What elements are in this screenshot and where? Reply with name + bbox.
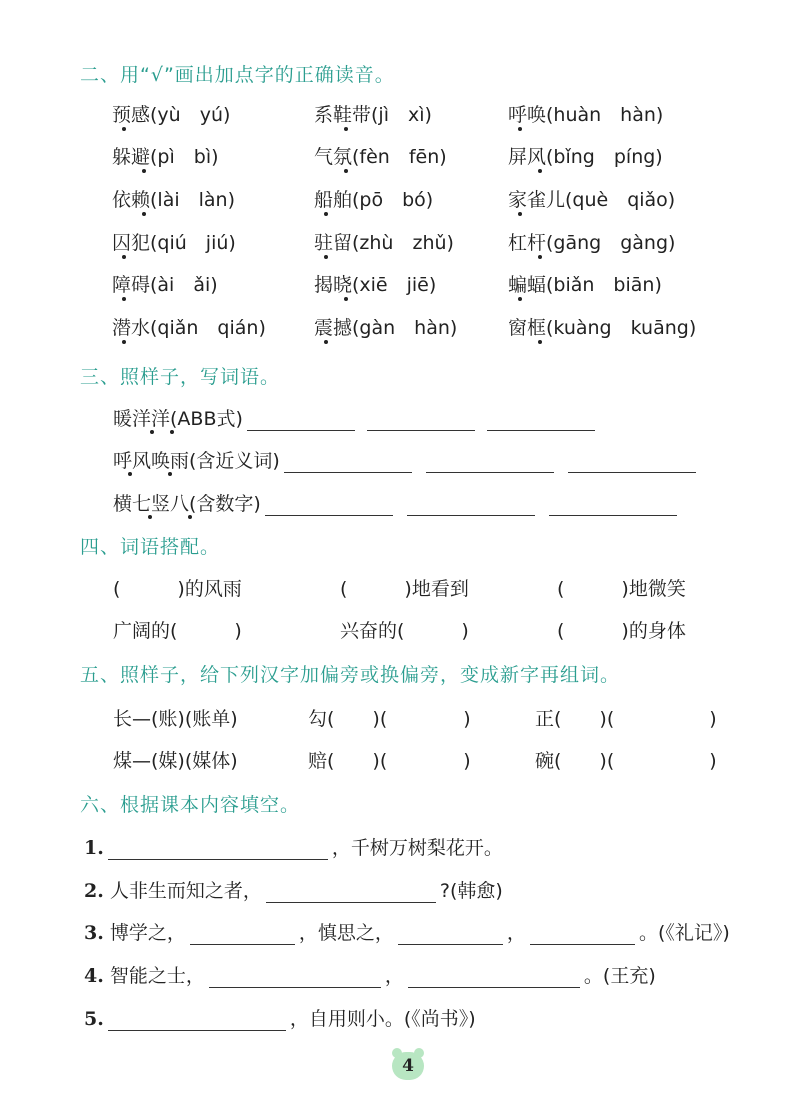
emphasis-dot (168, 472, 172, 476)
emphasis-dot (324, 255, 328, 259)
s5-cell: 碗( )( ) (535, 750, 717, 772)
answer-blank[interactable] (190, 926, 295, 945)
answer-blank[interactable] (487, 412, 595, 431)
s4-cell: ( )地微笑 (557, 578, 686, 600)
s3-label-1: 暖洋洋(ABB式) (113, 408, 243, 430)
pinyin-choice-item[interactable]: 气氛(fèn fēn) (314, 146, 447, 168)
answer-blank[interactable] (108, 841, 328, 860)
s5-cell: 勾( )( ) (308, 708, 471, 730)
answer-blank[interactable] (108, 1012, 286, 1031)
answer-blank[interactable] (549, 497, 677, 516)
answer-blank[interactable] (284, 454, 412, 473)
s6-text: 人非生而知之者， (109, 880, 262, 902)
section-6-title: 六、根据课本内容填空。 (80, 794, 301, 816)
emphasis-dot (538, 340, 542, 344)
item-number: 2. (84, 880, 104, 902)
emphasis-dot (518, 297, 522, 301)
answer-blank[interactable] (265, 497, 393, 516)
pinyin-choice-item[interactable]: 躲避(pì bì) (112, 146, 219, 168)
s4-cell: 兴奋的( ) (340, 620, 469, 642)
emphasis-dot (518, 212, 522, 216)
emphasis-dot (344, 127, 348, 131)
emphasis-dot (122, 297, 126, 301)
pinyin-choice-item[interactable]: 屏风(bǐng píng) (508, 146, 663, 168)
s4-cell: 广阔的( ) (113, 620, 242, 642)
answer-blank[interactable] (398, 926, 503, 945)
emphasis-dot (170, 430, 174, 434)
answer-blank[interactable] (408, 969, 580, 988)
pinyin-choice-item[interactable]: 船舶(pō bó) (314, 189, 434, 211)
emphasis-dot (324, 340, 328, 344)
s6-text: ，自用则小。(《尚书》) (289, 1008, 476, 1030)
pinyin-choice-item[interactable]: 囚犯(qiú jiú) (112, 232, 236, 254)
section-3-title: 三、照样子，写词语。 (80, 366, 281, 388)
answer-blank[interactable] (209, 969, 381, 988)
pinyin-choice-item[interactable]: 蝙蝠(biǎn biān) (508, 274, 662, 296)
s6-text: 博学之， (109, 922, 186, 944)
answer-blank[interactable] (247, 412, 355, 431)
answer-blank[interactable] (367, 412, 475, 431)
s6-text: 。(王充) (583, 965, 656, 987)
answer-blank[interactable] (407, 497, 535, 516)
section-4-title: 四、词语搭配。 (80, 536, 221, 558)
s6-line-4 (84, 961, 656, 988)
s6-text: ?(韩愈) (439, 880, 503, 902)
section-2-title: 二、用“√”画出加点字的正确读音。 (80, 64, 395, 86)
pinyin-choice-item[interactable]: 呼唤(huàn hàn) (508, 104, 664, 126)
s3-item-1 (113, 404, 599, 431)
emphasis-dot (344, 297, 348, 301)
pinyin-choice-item[interactable]: 揭晓(xiē jiē) (314, 274, 437, 296)
answer-blank[interactable] (568, 454, 696, 473)
s5-cell: 正( )( ) (535, 708, 717, 730)
item-number: 3. (84, 922, 104, 944)
item-number: 5. (84, 1008, 104, 1030)
s3-label-2: 呼风唤雨(含近义词) (113, 450, 280, 472)
s6-line-2 (84, 876, 503, 903)
s5-cell: 赔( )( ) (308, 750, 471, 772)
s5-cell: 煤—(媒)(媒体) (113, 750, 238, 772)
s6-line-1 (84, 833, 503, 860)
s6-text: ，千树万树梨花开。 (331, 837, 503, 859)
s5-cell: 长—(账)(账单) (113, 708, 238, 730)
s4-cell: ( )的身体 (557, 620, 686, 642)
item-number: 4. (84, 965, 104, 987)
s3-item-2 (113, 446, 700, 473)
s4-cell: ( )的风雨 (113, 578, 242, 600)
emphasis-dot (142, 169, 146, 173)
pinyin-choice-item[interactable]: 驻留(zhù zhǔ) (314, 232, 454, 254)
pinyin-choice-item[interactable]: 依赖(lài làn) (112, 189, 235, 211)
s6-line-5 (84, 1004, 476, 1031)
emphasis-dot (324, 212, 328, 216)
page-number: 4 (392, 1052, 424, 1080)
pinyin-choice-item[interactable]: 震撼(gàn hàn) (314, 317, 458, 339)
pinyin-choice-item[interactable]: 家雀儿(què qiǎo) (508, 189, 676, 211)
section-5-title: 五、照样子，给下列汉字加偏旁或换偏旁，变成新字再组词。 (80, 664, 621, 686)
s6-text: ， (384, 965, 404, 987)
pinyin-choice-item[interactable]: 杠杆(gāng gàng) (508, 232, 676, 254)
answer-blank[interactable] (530, 926, 635, 945)
emphasis-dot (128, 472, 132, 476)
emphasis-dot (142, 212, 146, 216)
emphasis-dot (518, 127, 522, 131)
s6-text: ， (506, 922, 526, 944)
emphasis-dot (148, 515, 152, 519)
emphasis-dot (344, 169, 348, 173)
pinyin-choice-item[interactable]: 窗框(kuàng kuāng) (508, 317, 697, 339)
emphasis-dot (122, 127, 126, 131)
s3-label-3: 横七竖八(含数字) (113, 493, 261, 515)
answer-blank[interactable] (266, 884, 436, 903)
item-number: 1. (84, 837, 104, 859)
pinyin-choice-item[interactable]: 系鞋带(jì xì) (314, 104, 432, 126)
emphasis-dot (188, 515, 192, 519)
emphasis-dot (538, 169, 542, 173)
emphasis-dot (150, 430, 154, 434)
emphasis-dot (122, 255, 126, 259)
s3-item-3 (113, 489, 681, 516)
pinyin-choice-item[interactable]: 障碍(ài ǎi) (112, 274, 218, 296)
emphasis-dot (538, 255, 542, 259)
s6-text: 。(《礼记》) (638, 922, 730, 944)
s4-cell: ( )地看到 (340, 578, 469, 600)
emphasis-dot (122, 340, 126, 344)
s6-text: 智能之士， (109, 965, 205, 987)
s6-text: ，慎思之， (298, 922, 394, 944)
pinyin-choice-item[interactable]: 潜水(qiǎn qián) (112, 317, 266, 339)
pinyin-choice-item[interactable]: 预感(yù yú) (112, 104, 231, 126)
answer-blank[interactable] (426, 454, 554, 473)
s6-line-3 (84, 918, 730, 945)
